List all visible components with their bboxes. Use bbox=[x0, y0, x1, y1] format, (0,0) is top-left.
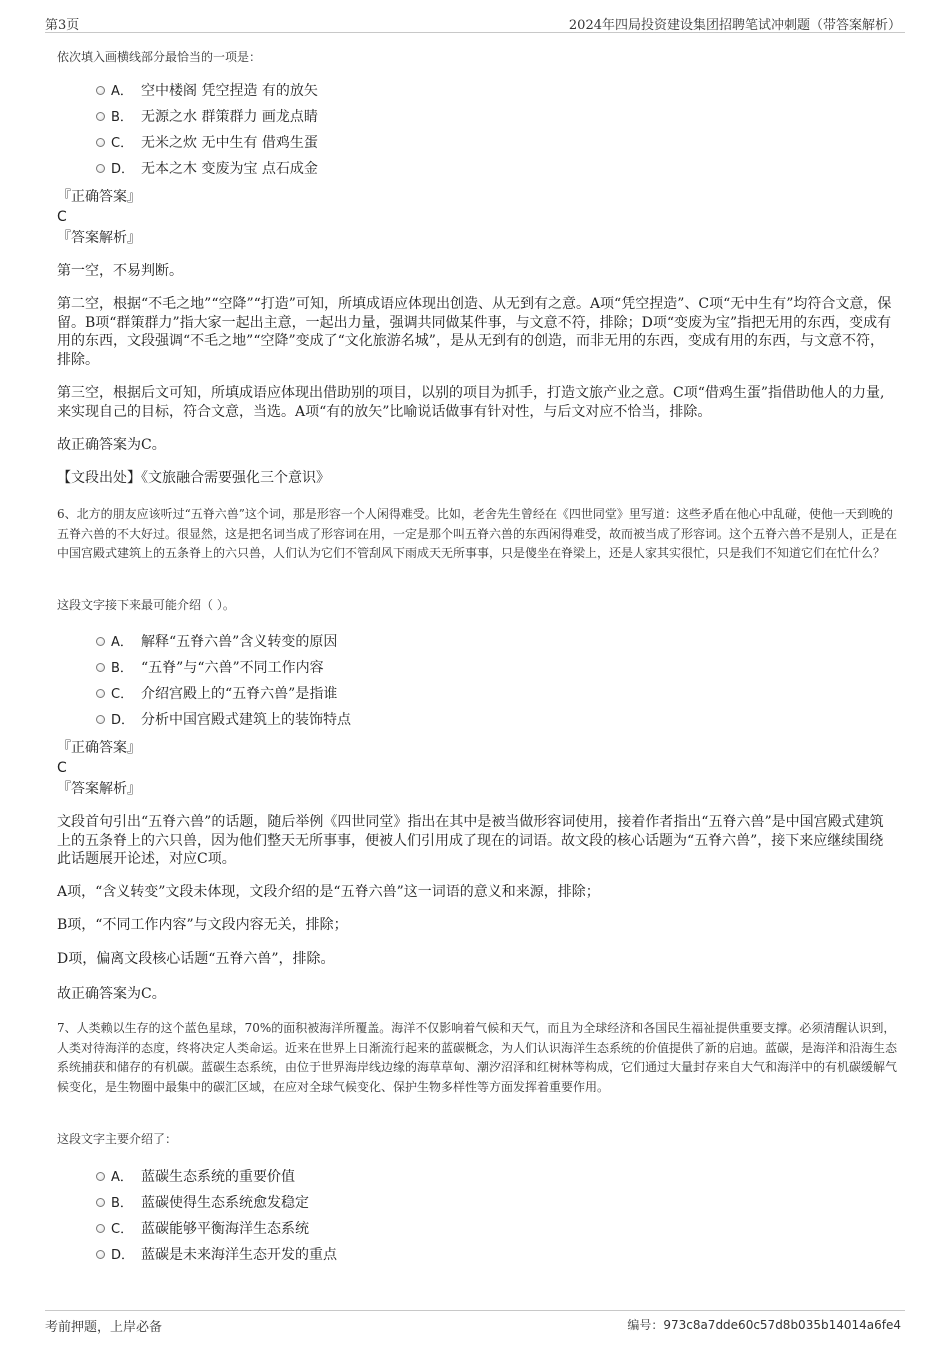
q6-prompt: 这段文字接下来最可能介绍（ ）。 bbox=[57, 598, 235, 612]
q5-option-a[interactable]: A． 空中楼阁 凭空捏造 有的放矢 bbox=[96, 81, 318, 101]
q6-analysis-1: 文段首句引出“五脊六兽”的话题，随后举例《四世同堂》指出在其中是被当做形容词使用，接着作者指出“五脊六兽”是中国宫殿式建筑上的五条脊上的六只兽，因为他们整天无所事事，便被人们引用成了现在的词语。故文段的核心话题为“五脊六兽”，接下来应继续围绕此话题展开论述，对应C项。 bbox=[57, 814, 884, 867]
q5-analysis-3: 第三空，根据后文可知，所填成语应体现出借助别的项目，以别的项目为抓手，打造文旅产业之意。C项“借鸡生蛋”指借助他人的力量,来实现自己的目标，符合文意，当选。A项“有的放矢”比喻说话做事有针对性，与后文对应不恰当，排除。 bbox=[57, 385, 885, 420]
q6-analysis-5: 故正确答案为C。 bbox=[57, 986, 166, 1002]
q6-option-b[interactable]: B． “五脊”与“六兽”不同工作内容 bbox=[96, 658, 324, 678]
q6-analysis-4: D项，偏离文段核心话题“五脊六兽”，排除。 bbox=[57, 951, 335, 967]
radio-icon[interactable] bbox=[96, 138, 105, 147]
q5-source: 【文段出处】《文旅融合需要强化三个意识》 bbox=[57, 470, 330, 486]
q7-prompt: 这段文字主要介绍了： bbox=[57, 1132, 178, 1146]
q7-option-b[interactable]: B． 蓝碳使得生态系统愈发稳定 bbox=[96, 1193, 309, 1213]
q6-analysis-3: B项，“不同工作内容”与文段内容无关，排除； bbox=[57, 917, 348, 933]
radio-icon[interactable] bbox=[96, 1250, 105, 1259]
page-header bbox=[45, 12, 905, 33]
q7-option-c[interactable]: C． 蓝碳能够平衡海洋生态系统 bbox=[96, 1219, 309, 1239]
q7-option-d[interactable]: D． 蓝碳是未来海洋生态开发的重点 bbox=[96, 1245, 337, 1265]
q5-option-b[interactable]: B． 无源之水 群策群力 画龙点睛 bbox=[96, 107, 318, 127]
q5-analysis-2: 第二空，根据“不毛之地”“空降”“打造”可知，所填成语应体现出创造、从无到有之意。A项“凭空捏造”、C项“无中生有”均符合文意，保留。B项“群策群力”指大家一起出主意，一起出力量，强调共同做某件事，与文意不符，排除；D项“变废为宝”指把无用的东西，变成有用的东西，文段强调“不毛之地”“空降”变成了“文化旅游名城”，是从无到有的创造，而非无用的东西，变成有用的东西，与文意不符，排除。 bbox=[57, 296, 892, 368]
q6-option-a[interactable]: A． 解释“五脊六兽”含义转变的原因 bbox=[96, 632, 337, 652]
q5-analysis-1: 第一空，不易判断。 bbox=[57, 263, 183, 279]
q7-stem: 7、人类赖以生存的这个蓝色星球，70%的面积被海洋所覆盖。海洋不仅影响着气候和天气，而且为全球经济和各国民生福祉提供重要支撑。必须清醒认识到，人类对待海洋的态度，终将决定人类命运。近来在世界上日渐流行起来的蓝碳概念，为人们认识海洋生态系统的价值提供了新的启迪。蓝碳，是海洋和沿海生态系统捕获和储存的有机碳。蓝碳生态系统，由位于世界海岸线边缘的海草草甸、潮汐沼泽和红树林等构成，它们通过大量封存来自大气和海洋中的有机碳缓解气候变化，是生物圈中最集中的碳汇区域，在应对全球气候变化、保护生物多样性等方面发挥着重要作用。 bbox=[57, 1021, 898, 1094]
page-footer bbox=[45, 1310, 905, 1333]
document-serial: 编号：973c8a7dde60c57d8b035b14014a6fe4 bbox=[627, 1318, 901, 1332]
radio-icon[interactable] bbox=[96, 1198, 105, 1207]
radio-icon[interactable] bbox=[96, 86, 105, 95]
radio-icon[interactable] bbox=[96, 1224, 105, 1233]
footer-slogan: 考前押题，上岸必备 bbox=[45, 1320, 163, 1335]
q6-analysis-label: 『答案解析』 bbox=[57, 781, 141, 797]
q6-analysis-2: A项，“含义转变”文段未体现，文段介绍的是“五脊六兽”这一词语的意义和来源，排除； bbox=[57, 884, 600, 900]
document-title: 2024年四局投资建设集团招聘笔试冲刺题（带答案解析） bbox=[568, 18, 901, 33]
q6-option-c[interactable]: C． 介绍宫殿上的“五脊六兽”是指谁 bbox=[96, 684, 337, 704]
radio-icon[interactable] bbox=[96, 1172, 105, 1181]
q7-option-a[interactable]: A． 蓝碳生态系统的重要价值 bbox=[96, 1167, 295, 1187]
q6-stem: 6、北方的朋友应该听过“五脊六兽”这个词，那是形容一个人闲得难受。比如，老舍先生曾经在《四世同堂》里写道：这些矛盾在他心中乱碰，使他一天到晚的五脊六兽的不大好过。很显然，这是把名词当成了形容词在用，一定是那个叫五脊六兽的东西闲得难受，故而被当成了形容词。这个五脊六兽不是别人，正是在中国宫殿式建筑上的五条脊上的六只兽，人们认为它们不管刮风下雨成天无所事事，只是傻坐在脊梁上，还是人家其实很忙，只是我们不知道它们在忙什么？ bbox=[57, 507, 898, 560]
radio-icon[interactable] bbox=[96, 715, 105, 724]
q5-answer: C bbox=[57, 209, 67, 225]
radio-icon[interactable] bbox=[96, 112, 105, 121]
radio-icon[interactable] bbox=[96, 663, 105, 672]
q5-analysis-label: 『答案解析』 bbox=[57, 230, 141, 246]
q6-answer-label: 『正确答案』 bbox=[57, 740, 141, 756]
q5-analysis-4: 故正确答案为C。 bbox=[57, 437, 166, 453]
q5-prompt: 依次填入画横线部分最恰当的一项是： bbox=[57, 50, 262, 64]
q6-answer: C bbox=[57, 760, 67, 776]
radio-icon[interactable] bbox=[96, 689, 105, 698]
q5-answer-label: 『正确答案』 bbox=[57, 189, 141, 205]
radio-icon[interactable] bbox=[96, 164, 105, 173]
q6-option-d[interactable]: D． 分析中国宫殿式建筑上的装饰特点 bbox=[96, 710, 351, 730]
q5-option-d[interactable]: D． 无本之木 变废为宝 点石成金 bbox=[96, 159, 318, 179]
page-number: 第3页 bbox=[45, 18, 80, 33]
radio-icon[interactable] bbox=[96, 637, 105, 646]
q5-option-c[interactable]: C． 无米之炊 无中生有 借鸡生蛋 bbox=[96, 133, 318, 153]
